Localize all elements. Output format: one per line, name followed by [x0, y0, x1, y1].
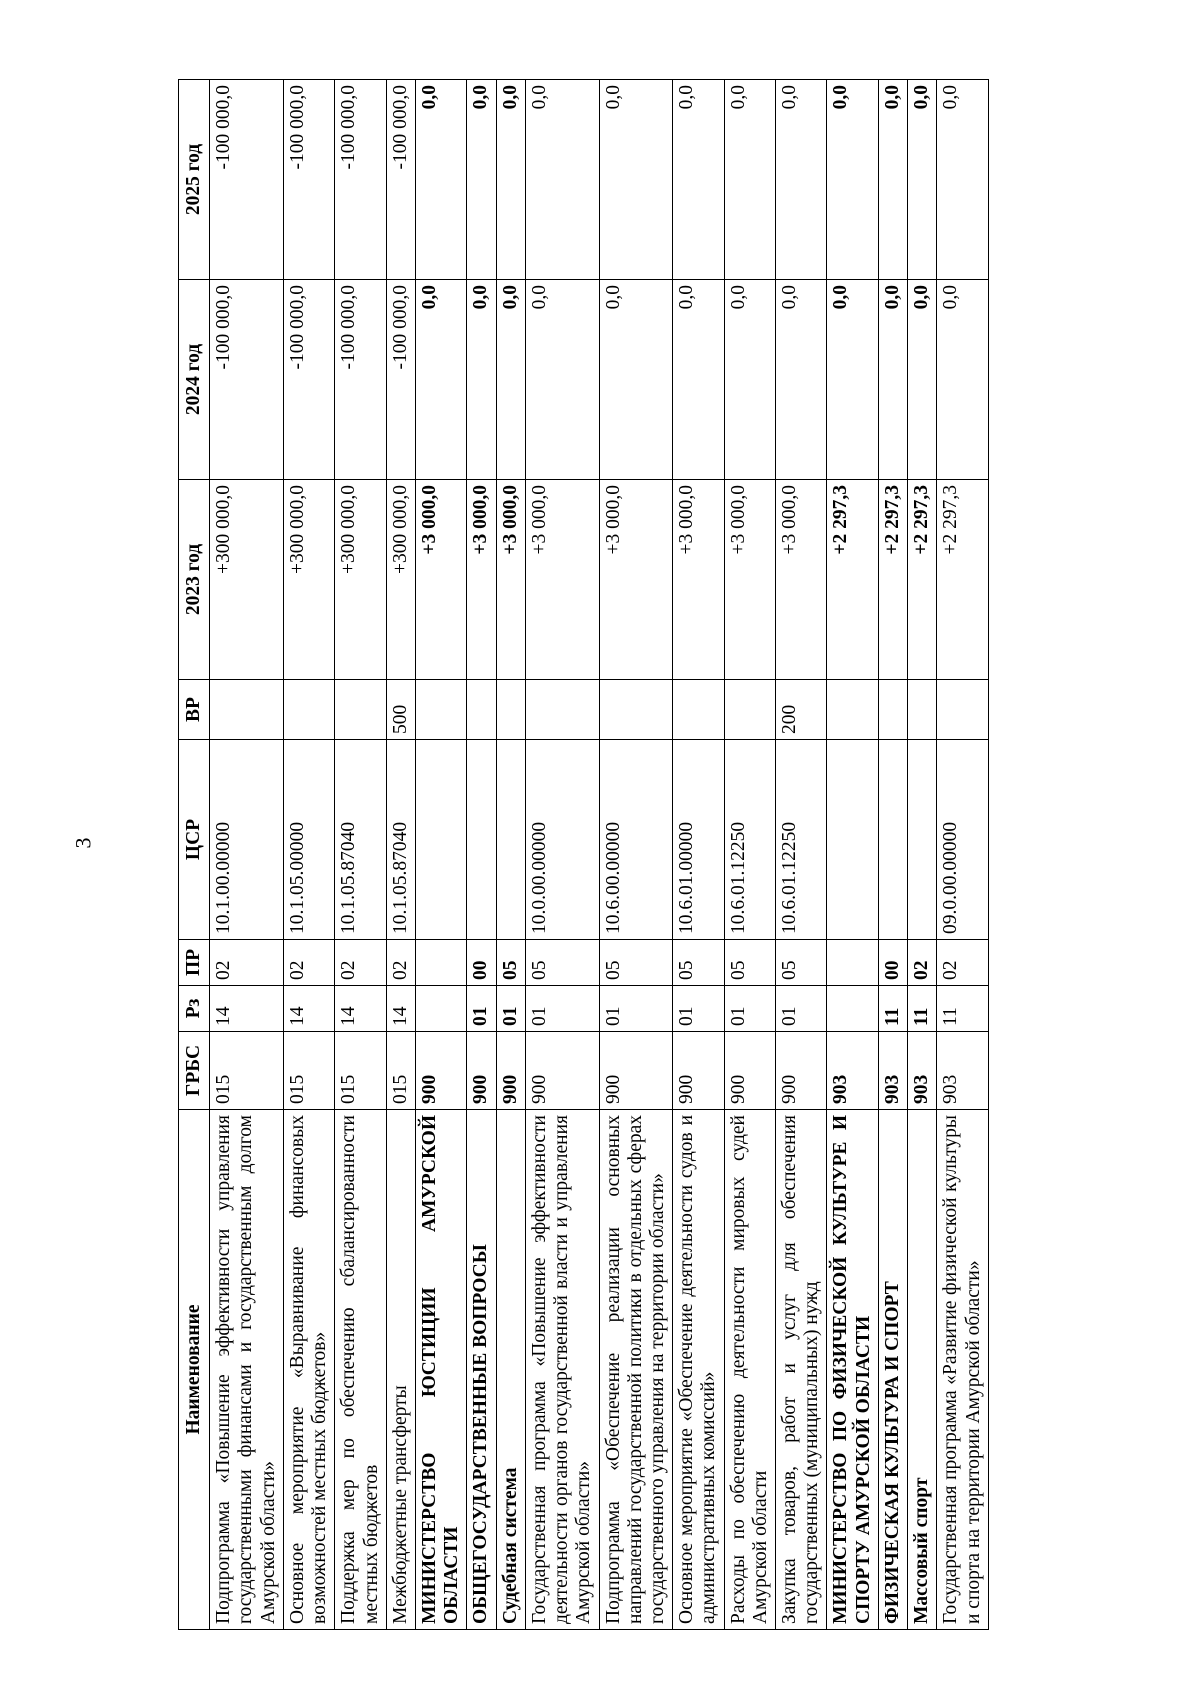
cell-vr: [210, 680, 284, 740]
cell-name: Основное мероприятие «Выравнивание финансовых возможностей местных бюджетов»: [283, 1110, 334, 1630]
cell-2025: 0,0: [415, 80, 466, 280]
table-row: [908, 80, 937, 1630]
cell-csr: [496, 740, 525, 940]
cell-rz: 11: [878, 986, 907, 1032]
cell-csr: [908, 740, 937, 940]
cell-2024: 0,0: [724, 280, 775, 480]
cell-2023: +3 000,0: [415, 480, 466, 680]
header-2023: 2023 год: [179, 480, 210, 680]
cell-vr: [827, 680, 878, 740]
cell-name: ОБЩЕГОСУДАРСТВЕННЫЕ ВОПРОСЫ: [467, 1110, 496, 1630]
table-row: [724, 80, 775, 1630]
cell-2024: 0,0: [776, 280, 827, 480]
cell-2023: +300 000,0: [210, 480, 284, 680]
header-vr: ВР: [179, 680, 210, 740]
table-row: [673, 80, 724, 1630]
cell-2023: +3 000,0: [467, 480, 496, 680]
header-2024: 2024 год: [179, 280, 210, 480]
cell-vr: [415, 680, 466, 740]
cell-grbs: 900: [599, 1032, 673, 1110]
cell-2024: 0,0: [937, 280, 988, 480]
cell-2025: 0,0: [776, 80, 827, 280]
cell-grbs: 903: [908, 1032, 937, 1110]
cell-pr: 05: [496, 940, 525, 986]
cell-name: Судебная система: [496, 1110, 525, 1630]
cell-2025: 0,0: [724, 80, 775, 280]
budget-table: [178, 79, 989, 1630]
cell-grbs: 900: [776, 1032, 827, 1110]
cell-vr: 500: [386, 680, 415, 740]
cell-name: МИНИСТЕРСТВО ЮСТИЦИИ АМУРСКОЙ ОБЛАСТИ: [415, 1110, 466, 1630]
table-row: [776, 80, 827, 1630]
cell-pr: 00: [878, 940, 907, 986]
cell-csr: 10.1.05.87040: [386, 740, 415, 940]
cell-2025: 0,0: [525, 80, 599, 280]
header-name: Наименование: [179, 1110, 210, 1630]
cell-name: Основное мероприятие «Обеспечение деятельности судов и административных комиссий»: [673, 1110, 724, 1630]
cell-csr: 10.6.01.12250: [724, 740, 775, 940]
cell-2025: 0,0: [599, 80, 673, 280]
cell-2025: -100 000,0: [210, 80, 284, 280]
table-row: [386, 80, 415, 1630]
cell-2025: 0,0: [673, 80, 724, 280]
cell-name: Закупка товаров, работ и услуг для обеспечения государственных (муниципальных) нужд: [776, 1110, 827, 1630]
cell-name: МИНИСТЕРСТВО ПО ФИЗИЧЕСКОЙ КУЛЬТУРЕ И СПОРТУ АМУРСКОЙ ОБЛАСТИ: [827, 1110, 878, 1630]
cell-2023: +3 000,0: [599, 480, 673, 680]
table-row: [335, 80, 386, 1630]
cell-2023: +2 297,3: [937, 480, 988, 680]
cell-2024: 0,0: [496, 280, 525, 480]
cell-2025: 0,0: [937, 80, 988, 280]
cell-csr: 09.0.00.00000: [937, 740, 988, 940]
cell-2024: -100 000,0: [210, 280, 284, 480]
cell-2024: -100 000,0: [386, 280, 415, 480]
cell-rz: 14: [335, 986, 386, 1032]
cell-grbs: 900: [496, 1032, 525, 1110]
cell-name: Подпрограмма «Обеспечение реализации основных направлений государственной политики в отдельных сферах государственного управления на территории области»: [599, 1110, 673, 1630]
cell-pr: [415, 940, 466, 986]
cell-rz: 01: [776, 986, 827, 1032]
cell-pr: 05: [673, 940, 724, 986]
cell-2023: +2 297,3: [908, 480, 937, 680]
cell-grbs: 015: [386, 1032, 415, 1110]
cell-rz: 11: [937, 986, 988, 1032]
cell-vr: [908, 680, 937, 740]
cell-name: ФИЗИЧЕСКАЯ КУЛЬТУРА И СПОРТ: [878, 1110, 907, 1630]
cell-grbs: 900: [673, 1032, 724, 1110]
cell-vr: [878, 680, 907, 740]
table-row: [467, 80, 496, 1630]
cell-2023: +3 000,0: [525, 480, 599, 680]
cell-2024: 0,0: [599, 280, 673, 480]
cell-vr: [724, 680, 775, 740]
cell-name: Массовый спорт: [908, 1110, 937, 1630]
cell-rz: 01: [467, 986, 496, 1032]
cell-2023: +3 000,0: [496, 480, 525, 680]
table-header-row: [179, 80, 210, 1630]
cell-2023: +3 000,0: [776, 480, 827, 680]
cell-vr: 200: [776, 680, 827, 740]
cell-2025: 0,0: [878, 80, 907, 280]
cell-grbs: 903: [878, 1032, 907, 1110]
cell-vr: [525, 680, 599, 740]
cell-pr: 05: [776, 940, 827, 986]
cell-name: Подпрограмма «Повышение эффективности управления государственными финансами и государственным долгом Амурской области»: [210, 1110, 284, 1630]
cell-pr: 02: [283, 940, 334, 986]
cell-2024: 0,0: [908, 280, 937, 480]
cell-pr: 02: [210, 940, 284, 986]
cell-2023: +3 000,0: [673, 480, 724, 680]
cell-2023: +2 297,3: [878, 480, 907, 680]
cell-2025: -100 000,0: [386, 80, 415, 280]
cell-pr: 05: [724, 940, 775, 986]
cell-2024: 0,0: [415, 280, 466, 480]
cell-2024: 0,0: [827, 280, 878, 480]
cell-grbs: 900: [415, 1032, 466, 1110]
cell-rz: 01: [599, 986, 673, 1032]
table-row: [827, 80, 878, 1630]
cell-name: Межбюджетные трансферты: [386, 1110, 415, 1630]
cell-name: Государственная программа «Повышение эффективности деятельности органов государственной власти и управления Амурской области»: [525, 1110, 599, 1630]
cell-2025: 0,0: [496, 80, 525, 280]
cell-2023: +300 000,0: [283, 480, 334, 680]
cell-grbs: 015: [283, 1032, 334, 1110]
cell-csr: 10.0.00.00000: [525, 740, 599, 940]
cell-csr: 10.1.00.00000: [210, 740, 284, 940]
cell-rz: 01: [673, 986, 724, 1032]
cell-rz: 14: [386, 986, 415, 1032]
cell-vr: [335, 680, 386, 740]
header-2025: 2025 год: [179, 80, 210, 280]
cell-pr: 00: [467, 940, 496, 986]
cell-csr: [827, 740, 878, 940]
cell-rz: 01: [496, 986, 525, 1032]
cell-rz: [415, 986, 466, 1032]
cell-grbs: 015: [335, 1032, 386, 1110]
table-row: [283, 80, 334, 1630]
table-row: [496, 80, 525, 1630]
cell-2024: 0,0: [878, 280, 907, 480]
cell-name: Поддержка мер по обеспечению сбалансированности местных бюджетов: [335, 1110, 386, 1630]
table-row: [210, 80, 284, 1630]
cell-2025: 0,0: [827, 80, 878, 280]
table-row: [937, 80, 988, 1630]
cell-2024: -100 000,0: [283, 280, 334, 480]
cell-csr: [467, 740, 496, 940]
cell-2025: -100 000,0: [283, 80, 334, 280]
cell-vr: [283, 680, 334, 740]
table-row: [415, 80, 466, 1630]
header-grbs: ГРБС: [179, 1032, 210, 1110]
rotated-table-container: [178, 80, 1058, 1630]
cell-rz: 01: [525, 986, 599, 1032]
cell-2023: +300 000,0: [335, 480, 386, 680]
cell-vr: [937, 680, 988, 740]
table-row: [878, 80, 907, 1630]
cell-2025: -100 000,0: [335, 80, 386, 280]
table-body: [210, 80, 989, 1630]
cell-2023: +2 297,3: [827, 480, 878, 680]
cell-pr: 02: [386, 940, 415, 986]
cell-pr: [827, 940, 878, 986]
cell-pr: 05: [525, 940, 599, 986]
cell-vr: [599, 680, 673, 740]
cell-grbs: 903: [827, 1032, 878, 1110]
cell-csr: [415, 740, 466, 940]
cell-csr: 10.6.01.12250: [776, 740, 827, 940]
cell-name: Государственная программа «Развитие физической культуры и спорта на территории Амурской области»: [937, 1110, 988, 1630]
cell-csr: 10.1.05.00000: [283, 740, 334, 940]
cell-rz: 14: [283, 986, 334, 1032]
cell-pr: 02: [908, 940, 937, 986]
cell-csr: 10.6.00.00000: [599, 740, 673, 940]
page-number: 3: [70, 837, 96, 849]
cell-grbs: 903: [937, 1032, 988, 1110]
cell-2024: -100 000,0: [335, 280, 386, 480]
cell-pr: 05: [599, 940, 673, 986]
cell-name: Расходы по обеспечению деятельности мировых судей Амурской области: [724, 1110, 775, 1630]
cell-vr: [496, 680, 525, 740]
cell-2024: 0,0: [467, 280, 496, 480]
header-rz: Рз: [179, 986, 210, 1032]
cell-2023: +3 000,0: [724, 480, 775, 680]
cell-grbs: 900: [467, 1032, 496, 1110]
cell-grbs: 015: [210, 1032, 284, 1110]
cell-pr: 02: [937, 940, 988, 986]
table-row: [525, 80, 599, 1630]
header-csr: ЦСР: [179, 740, 210, 940]
cell-2024: 0,0: [673, 280, 724, 480]
cell-rz: 14: [210, 986, 284, 1032]
cell-2025: 0,0: [467, 80, 496, 280]
cell-csr: 10.6.01.00000: [673, 740, 724, 940]
cell-grbs: 900: [525, 1032, 599, 1110]
cell-grbs: 900: [724, 1032, 775, 1110]
cell-2024: 0,0: [525, 280, 599, 480]
cell-rz: [827, 986, 878, 1032]
cell-csr: 10.1.05.87040: [335, 740, 386, 940]
cell-vr: [673, 680, 724, 740]
cell-csr: [878, 740, 907, 940]
cell-rz: 11: [908, 986, 937, 1032]
table-row: [599, 80, 673, 1630]
cell-2025: 0,0: [908, 80, 937, 280]
header-pr: ПР: [179, 940, 210, 986]
cell-vr: [467, 680, 496, 740]
cell-2023: +300 000,0: [386, 480, 415, 680]
cell-rz: 01: [724, 986, 775, 1032]
cell-pr: 02: [335, 940, 386, 986]
